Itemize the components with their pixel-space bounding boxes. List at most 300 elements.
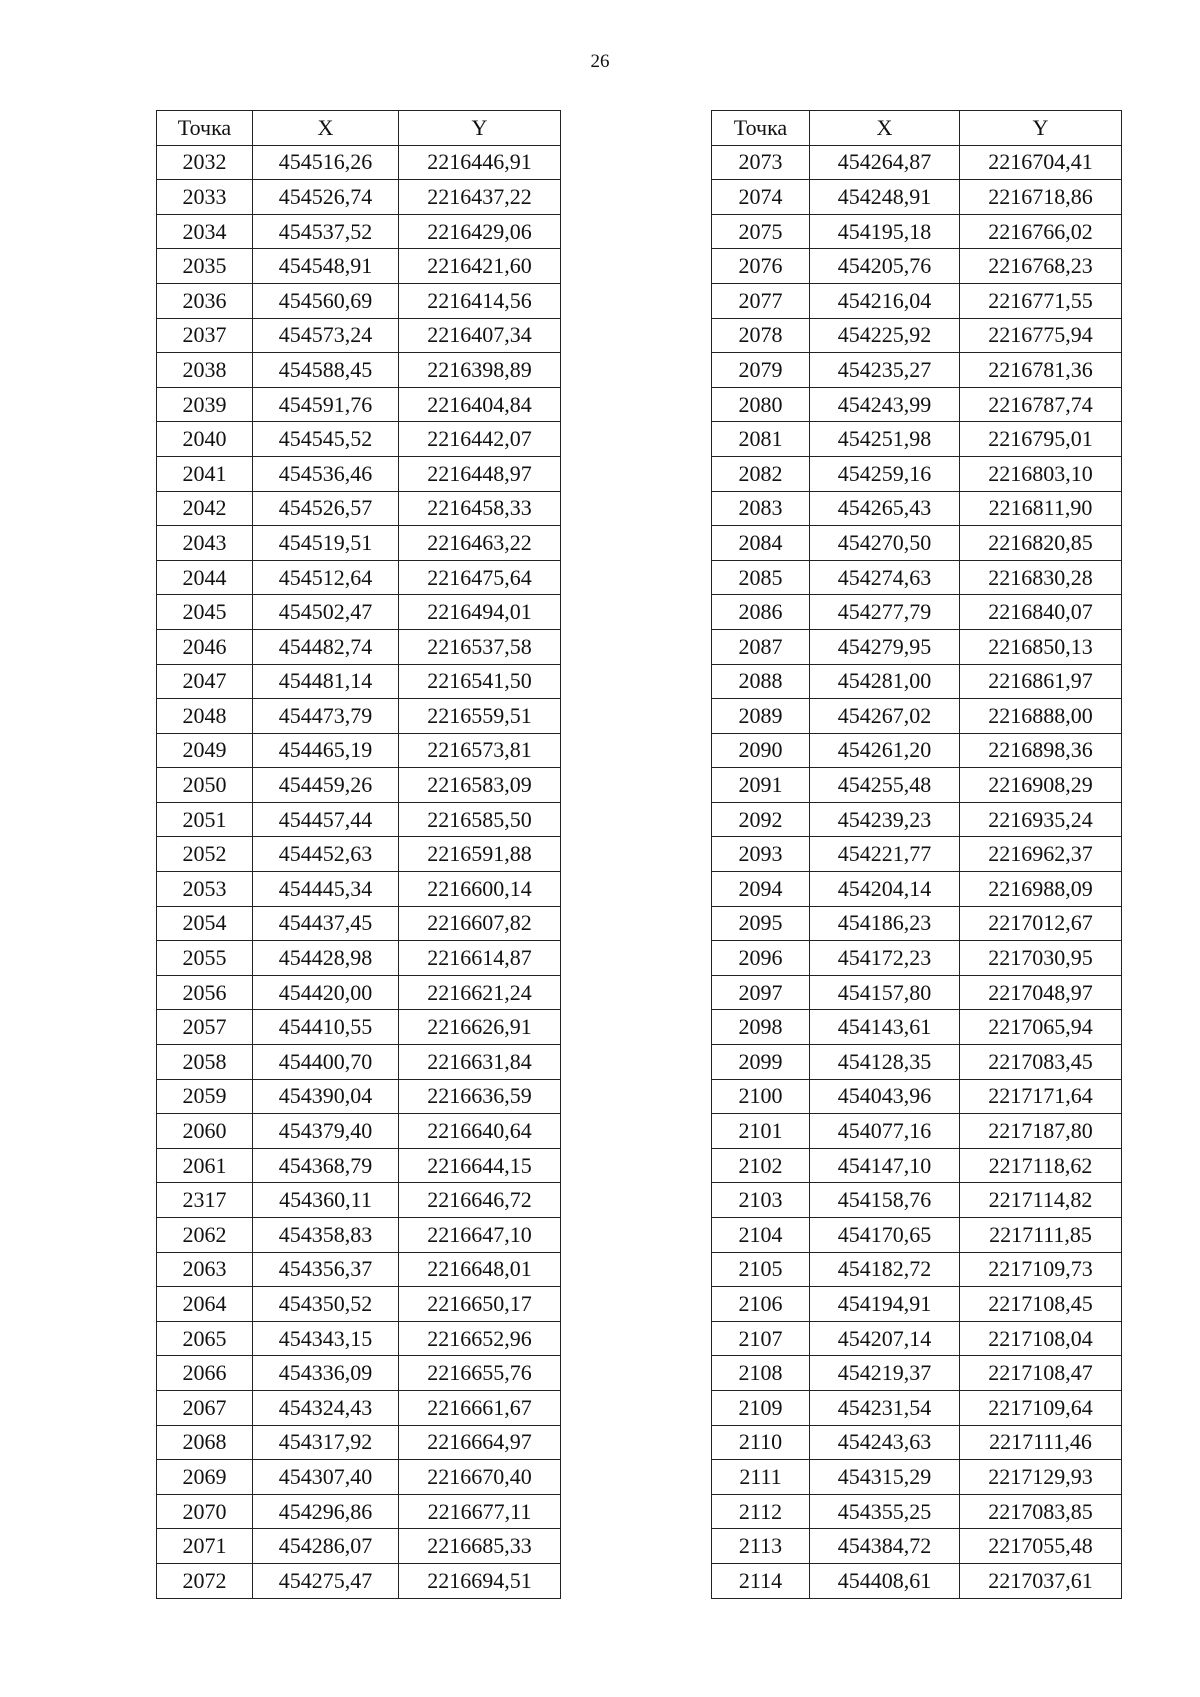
table-row [157,872,561,907]
table-row [157,1425,561,1460]
cell-y: 2216640,64 [399,1114,561,1149]
cell-y: 2216621,24 [399,975,561,1010]
table-row [157,1287,561,1322]
cell-y: 2216661,67 [399,1390,561,1425]
cell-point: 2089 [712,699,810,734]
table-row [712,664,1122,699]
cell-y: 2216591,88 [399,837,561,872]
table-row [157,318,561,353]
cell-point: 2064 [157,1287,253,1322]
cell-x: 454545,52 [253,422,399,457]
cell-x: 454356,37 [253,1252,399,1287]
cell-y: 2217171,64 [960,1079,1122,1114]
cell-x: 454243,63 [810,1425,960,1460]
cell-x: 454219,37 [810,1356,960,1391]
cell-y: 2217108,45 [960,1287,1122,1322]
cell-y: 2216694,51 [399,1563,561,1598]
table-row [712,145,1122,180]
table-row [712,491,1122,526]
cell-x: 454128,35 [810,1045,960,1080]
cell-point: 2082 [712,456,810,491]
cell-point: 2317 [157,1183,253,1218]
cell-x: 454400,70 [253,1045,399,1080]
cell-x: 454428,98 [253,941,399,976]
cell-x: 454307,40 [253,1460,399,1495]
cell-y: 2216631,84 [399,1045,561,1080]
cell-y: 2216795,01 [960,422,1122,457]
cell-point: 2087 [712,629,810,664]
cell-y: 2217111,46 [960,1425,1122,1460]
cell-x: 454459,26 [253,768,399,803]
table-row [157,387,561,422]
cell-x: 454286,07 [253,1529,399,1564]
cell-point: 2066 [157,1356,253,1391]
cell-y: 2216626,91 [399,1010,561,1045]
cell-x: 454221,77 [810,837,960,872]
cell-x: 454279,95 [810,629,960,664]
cell-y: 2216781,36 [960,353,1122,388]
cell-y: 2216437,22 [399,180,561,215]
table-row [157,664,561,699]
cell-y: 2217109,73 [960,1252,1122,1287]
cell-x: 454324,43 [253,1390,399,1425]
table-row [157,629,561,664]
table-row [712,941,1122,976]
table-row [157,1218,561,1253]
cell-point: 2070 [157,1494,253,1529]
cell-x: 454384,72 [810,1529,960,1564]
table-row [712,1460,1122,1495]
cell-y: 2216648,01 [399,1252,561,1287]
cell-y: 2216935,24 [960,802,1122,837]
cell-point: 2046 [157,629,253,664]
table-row [712,456,1122,491]
table-row [712,283,1122,318]
table-row [157,214,561,249]
cell-y: 2216820,85 [960,526,1122,561]
cell-point: 2061 [157,1148,253,1183]
table-row [157,1356,561,1391]
cell-point: 2052 [157,837,253,872]
cell-y: 2217030,95 [960,941,1122,976]
cell-point: 2084 [712,526,810,561]
cell-y: 2216463,22 [399,526,561,561]
cell-x: 454457,44 [253,802,399,837]
cell-x: 454591,76 [253,387,399,422]
cell-point: 2094 [712,872,810,907]
cell-point: 2058 [157,1045,253,1080]
table-row [157,249,561,284]
cell-x: 454437,45 [253,906,399,941]
cell-x: 454420,00 [253,975,399,1010]
cell-point: 2036 [157,283,253,318]
cell-x: 454465,19 [253,733,399,768]
page-number: 26 [590,51,610,72]
table-row [712,733,1122,768]
cell-point: 2086 [712,595,810,630]
cell-point: 2053 [157,872,253,907]
cell-point: 2111 [712,1460,810,1495]
cell-y: 2217083,45 [960,1045,1122,1080]
cell-point: 2043 [157,526,253,561]
cell-y: 2216559,51 [399,699,561,734]
cell-x: 454358,83 [253,1218,399,1253]
cell-y: 2216803,10 [960,456,1122,491]
cell-y: 2217083,85 [960,1494,1122,1529]
cell-x: 454043,96 [810,1079,960,1114]
cell-x: 454225,92 [810,318,960,353]
header-x: X [810,111,960,146]
header-y: Y [960,111,1122,146]
cell-x: 454473,79 [253,699,399,734]
cell-point: 2085 [712,560,810,595]
cell-x: 454296,86 [253,1494,399,1529]
table-row [712,906,1122,941]
cell-x: 454410,55 [253,1010,399,1045]
cell-x: 454264,87 [810,145,960,180]
cell-y: 2216636,59 [399,1079,561,1114]
cell-x: 454170,65 [810,1218,960,1253]
cell-x: 454157,80 [810,975,960,1010]
cell-x: 454445,34 [253,872,399,907]
cell-point: 2112 [712,1494,810,1529]
cell-point: 2098 [712,1010,810,1045]
cell-point: 2107 [712,1321,810,1356]
cell-point: 2106 [712,1287,810,1322]
table-row [712,837,1122,872]
cell-y: 2216652,96 [399,1321,561,1356]
cell-point: 2095 [712,906,810,941]
table-row [157,595,561,630]
cell-point: 2035 [157,249,253,284]
cell-y: 2216446,91 [399,145,561,180]
table-row [157,526,561,561]
cell-y: 2216537,58 [399,629,561,664]
table-row [712,249,1122,284]
table-row [157,837,561,872]
cell-point: 2073 [712,145,810,180]
cell-x: 454261,20 [810,733,960,768]
cell-y: 2216600,14 [399,872,561,907]
cell-x: 454360,11 [253,1183,399,1218]
cell-y: 2217037,61 [960,1563,1122,1598]
table-row [157,1529,561,1564]
cell-x: 454267,02 [810,699,960,734]
cell-y: 2216414,56 [399,283,561,318]
cell-x: 454265,43 [810,491,960,526]
cell-x: 454368,79 [253,1148,399,1183]
header-row [712,111,1122,146]
table-row [712,975,1122,1010]
cell-point: 2100 [712,1079,810,1114]
cell-x: 454588,45 [253,353,399,388]
cell-y: 2216888,00 [960,699,1122,734]
cell-point: 2071 [157,1529,253,1564]
cell-x: 454143,61 [810,1010,960,1045]
cell-y: 2216830,28 [960,560,1122,595]
table-row [712,214,1122,249]
table-row [157,422,561,457]
cell-y: 2216494,01 [399,595,561,630]
cell-x: 454482,74 [253,629,399,664]
cell-y: 2216644,15 [399,1148,561,1183]
cell-x: 454239,23 [810,802,960,837]
table-row [157,1045,561,1080]
cell-point: 2038 [157,353,253,388]
table-row [157,180,561,215]
table-row [712,1114,1122,1149]
cell-y: 2216614,87 [399,941,561,976]
cell-x: 454336,09 [253,1356,399,1391]
cell-y: 2216787,74 [960,387,1122,422]
cell-point: 2049 [157,733,253,768]
cell-point: 2037 [157,318,253,353]
coordinates-table-right [711,110,1122,1599]
table-row [712,353,1122,388]
cell-x: 454216,04 [810,283,960,318]
table-row [712,1425,1122,1460]
cell-point: 2093 [712,837,810,872]
cell-y: 2216458,33 [399,491,561,526]
cell-y: 2216650,17 [399,1287,561,1322]
table-row [157,906,561,941]
cell-y: 2216775,94 [960,318,1122,353]
table-row [157,768,561,803]
cell-x: 454205,76 [810,249,960,284]
cell-point: 2040 [157,422,253,457]
cell-y: 2216541,50 [399,664,561,699]
cell-point: 2039 [157,387,253,422]
table-row [157,1563,561,1598]
table-row [712,526,1122,561]
cell-point: 2050 [157,768,253,803]
table-row [157,1183,561,1218]
table-row [157,491,561,526]
table-row [712,1390,1122,1425]
cell-x: 454194,91 [810,1287,960,1322]
table-row [157,1252,561,1287]
cell-x: 454270,50 [810,526,960,561]
cell-y: 2217114,82 [960,1183,1122,1218]
table-row [712,1079,1122,1114]
cell-y: 2216583,09 [399,768,561,803]
cell-y: 2217118,62 [960,1148,1122,1183]
cell-point: 2059 [157,1079,253,1114]
cell-point: 2056 [157,975,253,1010]
cell-y: 2217108,47 [960,1356,1122,1391]
cell-y: 2216898,36 [960,733,1122,768]
cell-y: 2216407,34 [399,318,561,353]
cell-point: 2060 [157,1114,253,1149]
cell-point: 2063 [157,1252,253,1287]
cell-point: 2090 [712,733,810,768]
table-row [712,318,1122,353]
cell-point: 2047 [157,664,253,699]
cell-y: 2216655,76 [399,1356,561,1391]
table-row [157,1114,561,1149]
cell-y: 2216646,72 [399,1183,561,1218]
cell-point: 2108 [712,1356,810,1391]
table-row [712,560,1122,595]
cell-point: 2076 [712,249,810,284]
cell-x: 454235,27 [810,353,960,388]
table-row [157,1460,561,1495]
table-row [157,1148,561,1183]
cell-x: 454315,29 [810,1460,960,1495]
cell-y: 2216677,11 [399,1494,561,1529]
cell-point: 2033 [157,180,253,215]
cell-y: 2216908,29 [960,768,1122,803]
table-row [157,1010,561,1045]
cell-point: 2099 [712,1045,810,1080]
cell-point: 2096 [712,941,810,976]
cell-x: 454231,54 [810,1390,960,1425]
cell-point: 2041 [157,456,253,491]
table-row [712,768,1122,803]
cell-y: 2216421,60 [399,249,561,284]
table-row [712,387,1122,422]
cell-point: 2077 [712,283,810,318]
cell-point: 2104 [712,1218,810,1253]
table-row [712,872,1122,907]
table-row [712,1321,1122,1356]
cell-y: 2217065,94 [960,1010,1122,1045]
cell-x: 454274,63 [810,560,960,595]
table-row [157,1494,561,1529]
table-row [157,699,561,734]
cell-y: 2216685,33 [399,1529,561,1564]
cell-x: 454526,74 [253,180,399,215]
cell-point: 2102 [712,1148,810,1183]
cell-x: 454573,24 [253,318,399,353]
cell-x: 454243,99 [810,387,960,422]
coordinates-table-left [156,110,561,1599]
cell-x: 454259,16 [810,456,960,491]
table-row [712,595,1122,630]
cell-x: 454379,40 [253,1114,399,1149]
cell-x: 454158,76 [810,1183,960,1218]
cell-point: 2113 [712,1529,810,1564]
header-point: Точка [157,111,253,146]
cell-x: 454502,47 [253,595,399,630]
cell-y: 2217108,04 [960,1321,1122,1356]
cell-point: 2051 [157,802,253,837]
cell-point: 2078 [712,318,810,353]
cell-x: 454537,52 [253,214,399,249]
header-x: X [253,111,399,146]
cell-point: 2079 [712,353,810,388]
cell-x: 454516,26 [253,145,399,180]
table-row [712,1287,1122,1322]
table-row [157,1079,561,1114]
cell-point: 2032 [157,145,253,180]
table-row [712,1494,1122,1529]
cell-x: 454182,72 [810,1252,960,1287]
cell-x: 454147,10 [810,1148,960,1183]
cell-point: 2069 [157,1460,253,1495]
cell-x: 454350,52 [253,1287,399,1322]
cell-point: 2045 [157,595,253,630]
cell-point: 2092 [712,802,810,837]
cell-point: 2048 [157,699,253,734]
cell-y: 2216718,86 [960,180,1122,215]
table-row [157,1390,561,1425]
cell-point: 2034 [157,214,253,249]
table-row [157,975,561,1010]
cell-y: 2216766,02 [960,214,1122,249]
table-row [712,1252,1122,1287]
cell-y: 2217109,64 [960,1390,1122,1425]
cell-x: 454172,23 [810,941,960,976]
header-row [157,111,561,146]
cell-point: 2103 [712,1183,810,1218]
cell-x: 454408,61 [810,1563,960,1598]
cell-point: 2042 [157,491,253,526]
cell-x: 454481,14 [253,664,399,699]
cell-y: 2217012,67 [960,906,1122,941]
cell-point: 2081 [712,422,810,457]
cell-x: 454248,91 [810,180,960,215]
cell-y: 2216664,97 [399,1425,561,1460]
cell-x: 454519,51 [253,526,399,561]
table-row [712,1218,1122,1253]
cell-x: 454512,64 [253,560,399,595]
cell-x: 454452,63 [253,837,399,872]
cell-y: 2217129,93 [960,1460,1122,1495]
cell-y: 2216475,64 [399,560,561,595]
table-row [157,456,561,491]
cell-point: 2091 [712,768,810,803]
table-row [157,941,561,976]
table-row [157,145,561,180]
cell-y: 2216429,06 [399,214,561,249]
cell-point: 2083 [712,491,810,526]
table-row [712,1148,1122,1183]
cell-x: 454204,14 [810,872,960,907]
table-row [157,802,561,837]
cell-point: 2044 [157,560,253,595]
cell-x: 454255,48 [810,768,960,803]
cell-x: 454207,14 [810,1321,960,1356]
cell-y: 2216771,55 [960,283,1122,318]
cell-x: 454355,25 [810,1494,960,1529]
cell-point: 2074 [712,180,810,215]
table-row [157,560,561,595]
cell-x: 454390,04 [253,1079,399,1114]
cell-x: 454317,92 [253,1425,399,1460]
table-row [712,1563,1122,1598]
cell-point: 2110 [712,1425,810,1460]
cell-point: 2067 [157,1390,253,1425]
cell-point: 2097 [712,975,810,1010]
cell-y: 2216704,41 [960,145,1122,180]
cell-y: 2216448,97 [399,456,561,491]
table-row [712,1356,1122,1391]
cell-point: 2075 [712,214,810,249]
cell-point: 2065 [157,1321,253,1356]
table-row [157,283,561,318]
table-row [712,629,1122,664]
cell-y: 2216573,81 [399,733,561,768]
cell-x: 454526,57 [253,491,399,526]
cell-x: 454536,46 [253,456,399,491]
table-row [712,1529,1122,1564]
cell-x: 454548,91 [253,249,399,284]
cell-y: 2216840,07 [960,595,1122,630]
cell-y: 2216585,50 [399,802,561,837]
table-row [712,1045,1122,1080]
cell-point: 2055 [157,941,253,976]
